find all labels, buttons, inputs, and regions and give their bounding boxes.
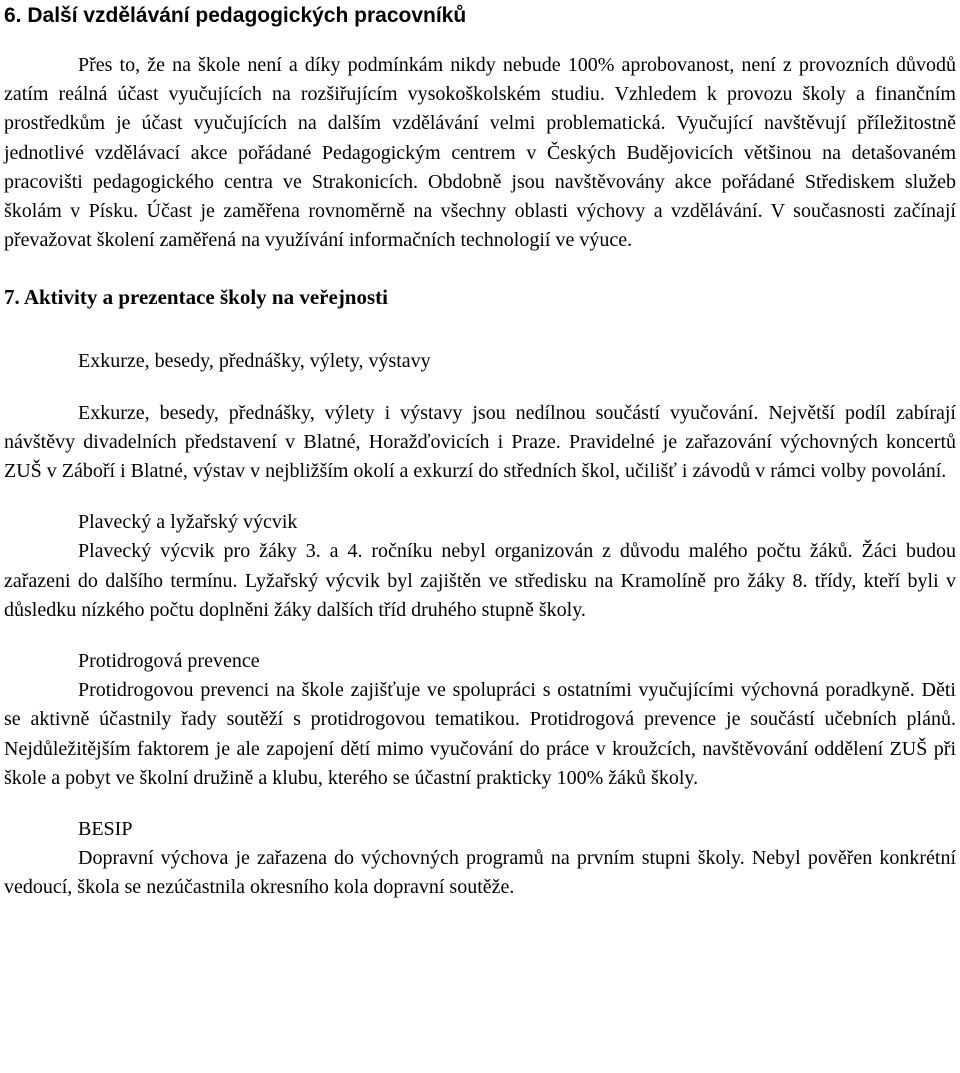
protidrogova-subheading: Protidrogová prevence [78, 650, 260, 673]
plavecky-subheading: Plavecký a lyžařský výcvik [78, 511, 298, 534]
section-7-heading: 7. Aktivity a prezentace školy na veřejnosti [4, 285, 388, 310]
protidrogova-paragraph: Protidrogovou prevenci na škole zajišťuje ve spolupráci s ostatními vyučujícími výchovná poradkyně. Děti se aktivně účastnily řady soutěží s protidrogovou tematikou. Protidrogová prevence je součástí učebních plánů. Nejdůležitějším faktorem je ale zapojení dětí mimo vyučování do práce v kroužcích, navštěvování oddělení ZUŠ při škole a pobyt ve školní družině a klubu, kterého se účastní prakticky 100% žáků školy. [4, 679, 956, 789]
plavecky-paragraph: Plavecký výcvik pro žáky 3. a 4. ročníku nebyl organizován z důvodu malého počtu žáků. Žáci budou zařazeni do dalšího termínu. Lyžařský výcvik byl zajištěn ve středisku na Kramolíně pro žáky 8. třídy, kteří byli v důsledku nízkého počtu doplněni žáky dalších tříd druhého stupně školy. [4, 540, 956, 621]
besip-paragraph: Dopravní výchova je zařazena do výchovných programů na prvním stupni školy. Nebyl pověřen konkrétní vedoucí, škola se nezúčastnila okresního kola dopravní soutěže. [4, 847, 956, 899]
exkurze-paragraph: Exkurze, besedy, přednášky, výlety i výstavy jsou nedílnou součástí vyučování. Největší podíl zabírají návštěvy divadelních představení v Blatné, Horažďovicích i Praze. Pravidelné je zařazování výchovných koncertů ZUŠ v Záboří i Blatné, výstav v nejbližším okolí a exkurzí do středních škol, učilišť i závodů v rámci volby povolání. [4, 401, 956, 483]
section-6-paragraph: Přes to, že na škole není a díky podmínkám nikdy nebude 100% aprobovanost, není z provozních důvodů zatím reálná účast vyučujících na rozšiřujícím vysokoškolském studiu. Vzhledem k provozu školy a finančním prostředkům je účast vyučujících na dalším vzdělávání velmi problematická. Vyučující navštěvují příležitostně jednotlivé vzdělávací akce pořádané Pedagogickým centrem v Českých Budějovicích většinou na detašovaném pracovišti pedagogického centra ve Strakonicích. Obdobně jsou navštěvovány akce pořádané Střediskem služeb školám v Písku. Účast je zaměřena rovnoměrně na všechny oblasti výchovy a vzdělávání. V současnosti začínají převažovat školení zaměřená na využívání informačních technologií ve výuce. [4, 54, 956, 252]
besip-subheading: BESIP [78, 818, 133, 841]
section-6-heading: 6. Další vzdělávání pedagogických pracovníků [4, 4, 467, 27]
exkurze-subheading: Exkurze, besedy, přednášky, výlety, výstavy [78, 350, 431, 373]
